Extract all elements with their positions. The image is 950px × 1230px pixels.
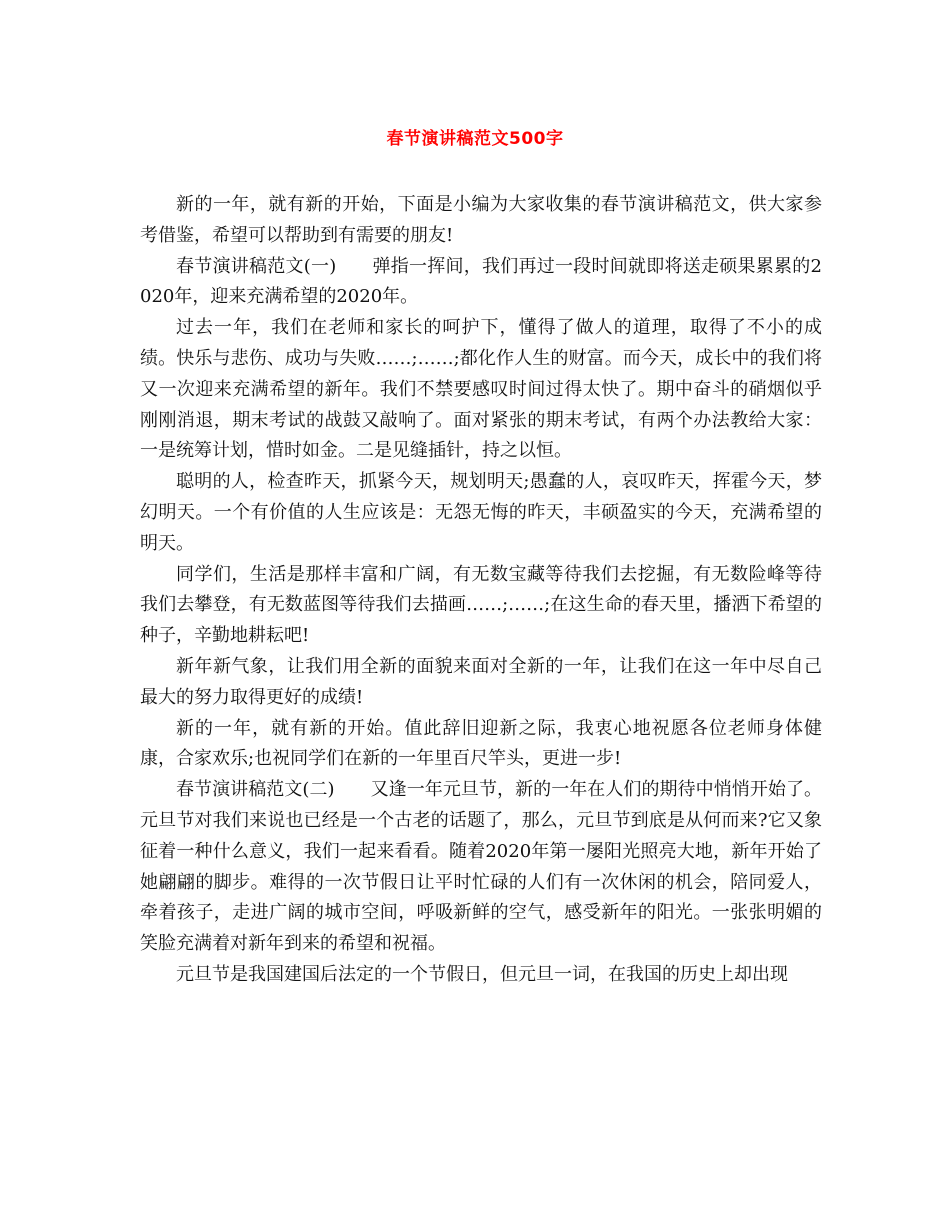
paragraph-sample-one bbox=[140, 252, 822, 314]
paragraph-text: 弹指一挥间，我们再过一段时间就即将送走硕果累累的2020年，迎来充满希望的2020年。 bbox=[140, 255, 822, 308]
paragraph-wishes bbox=[140, 714, 822, 776]
paragraph-sample-two bbox=[140, 775, 822, 960]
section-heading: 春节演讲稿范文(二) bbox=[176, 779, 335, 801]
paragraph-intro bbox=[140, 190, 822, 252]
document-body bbox=[140, 190, 822, 991]
paragraph-text: 新的一年，就有新的开始。值此辞旧迎新之际，我衷心地祝愿各位老师身体健康，合家欢乐;也祝同学们在新的一年里百尺竿头，更进一步! bbox=[140, 717, 822, 770]
paragraph-new-year-spirit bbox=[140, 652, 822, 714]
paragraph-classmates bbox=[140, 560, 822, 652]
paragraph-text: 新年新气象，让我们用全新的面貌来面对全新的一年，让我们在这一年中尽自己最大的努力取得更好的成绩! bbox=[140, 655, 822, 708]
paragraph-text: 新的一年，就有新的开始，下面是小编为大家收集的春节演讲稿范文，供大家参考借鉴，希望可以帮助到有需要的朋友! bbox=[140, 194, 822, 246]
paragraph-text: 过去一年，我们在老师和家长的呵护下，懂得了做人的道理，取得了不小的成绩。快乐与悲伤、成功与失败……;……;都化作人生的财富。而今天，成长中的我们将又一次迎来充满希望的新年。我们不禁要感叹时间过得太快了。期中奋斗的硝烟似乎刚刚消退，期末考试的战鼓又敲响了。面对紧张的期末考试，有两个办法教给大家：一是统筹计划，惜时如金。二是见缝插针，持之以恒。 bbox=[140, 317, 822, 462]
paragraph-new-years-day bbox=[140, 960, 822, 991]
page-title: 春节演讲稿范文500字 bbox=[386, 129, 564, 149]
paragraph-text: 同学们，生活是那样丰富和广阔，有无数宝藏等待我们去挖掘，有无数险峰等待我们去攀登，有无数蓝图等待我们去描画……;……;在这生命的春天里，播洒下希望的种子，辛勤地耕耘吧! bbox=[140, 563, 822, 647]
paragraph-wise-people bbox=[140, 467, 822, 559]
paragraph-text: 又逢一年元旦节，新的一年在人们的期待中悄悄开始了。元旦节对我们来说也已经是一个古老的话题了，那么，元旦节到底是从何而来?它又象征着一种什么意义，我们一起来看看。随着2020年第一屡阳光照亮大地，新年开始了她翩翩的脚步。难得的一次节假日让平时忙碌的人们有一次休闲的机会，陪同爱人，牵着孩子，走进广阔的城市空间，呼吸新鲜的空气，感受新年的阳光。一张张明媚的笑脸充满着对新年到来的希望和祝福。 bbox=[140, 779, 822, 955]
paragraph-past-year bbox=[140, 313, 822, 467]
paragraph-text: 聪明的人，检查昨天，抓紧今天，规划明天;愚蠢的人，哀叹昨天，挥霍今天，梦幻明天。一个有价值的人生应该是：无怨无悔的昨天，丰硕盈实的今天，充满希望的明天。 bbox=[140, 471, 822, 554]
section-heading: 春节演讲稿范文(一) bbox=[176, 255, 337, 277]
paragraph-text: 元旦节是我国建国后法定的一个节假日，但元旦一词，在我国的历史上却出现 bbox=[176, 963, 788, 985]
